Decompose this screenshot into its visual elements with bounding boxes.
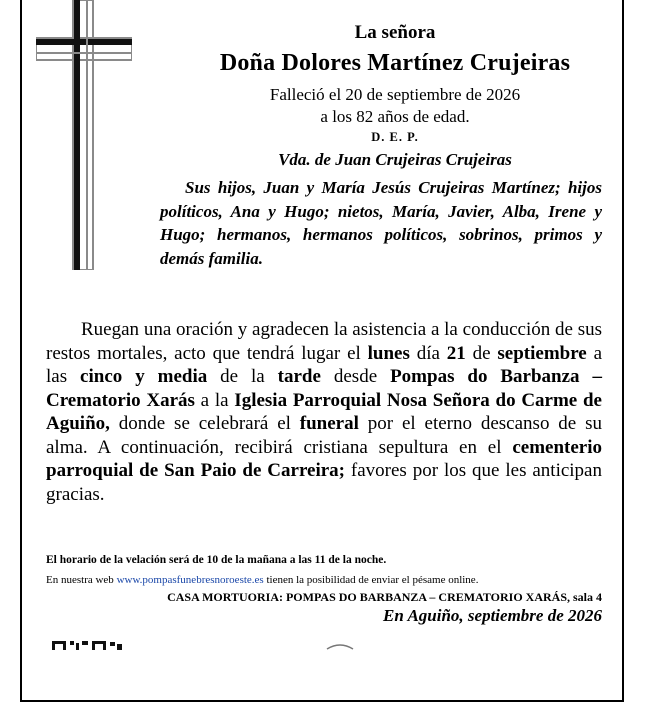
website-link[interactable]: www.pompasfunebresnoroeste.es	[116, 574, 264, 586]
funeral-home-logo-icon	[325, 641, 355, 650]
age: a los 82 años de edad.	[320, 107, 470, 126]
funeral-home: CASA MORTUORIA: POMPAS DO BARBANZA – CREMATORIO XARÁS, sala 4	[167, 590, 602, 604]
web-note: En nuestra web www.pompasfunebresnoroeste.es tienen la posibilidad de enviar el pésame online.	[46, 574, 479, 586]
ceremony-text: Ruegan una oración y agradecen la asistencia a la conducción de sus restos mortales, acto que tendrá lugar el lunes día 21 de septiembre a las cinco y media de la tarde desde Pompas do Barbanza – Crematorio Xarás a la Iglesia Parroquial Nosa Señora do Carme de Aguiño, donde se celebrará el funeral por el eterno descanso de su alma. A continuación, recibirá cristiana sepultura en el cementerio parroquial de San Paio de Carreira; favores por los que les anticipan gracias.	[46, 319, 603, 505]
widow-of: Vda. de Juan Crujeiras Crujeiras	[278, 150, 512, 169]
dep: D. E. P.	[371, 130, 419, 144]
family-list: Sus hijos, Juan y María Jesús Crujeiras Martínez; hijos políticos, Ana y Hugo; nietos, María, Javier, Alba, Irene y Hugo; hermanos, hermanos políticos, sobrinos, primos y demás familia.	[160, 178, 602, 268]
deceased-name: Doña Dolores Martínez Crujeiras	[219, 50, 571, 76]
cross-icon	[36, 0, 132, 270]
place-date: En Aguiño, septiembre de 2026	[383, 606, 602, 625]
title: La señora	[354, 22, 436, 43]
velacion-schedule: El horario de la velación será de 10 de la mañana a las 11 de la noche.	[46, 554, 387, 566]
qr-code-icon	[52, 641, 122, 650]
death-date: Falleció el 20 de septiembre de 2026	[269, 85, 521, 104]
